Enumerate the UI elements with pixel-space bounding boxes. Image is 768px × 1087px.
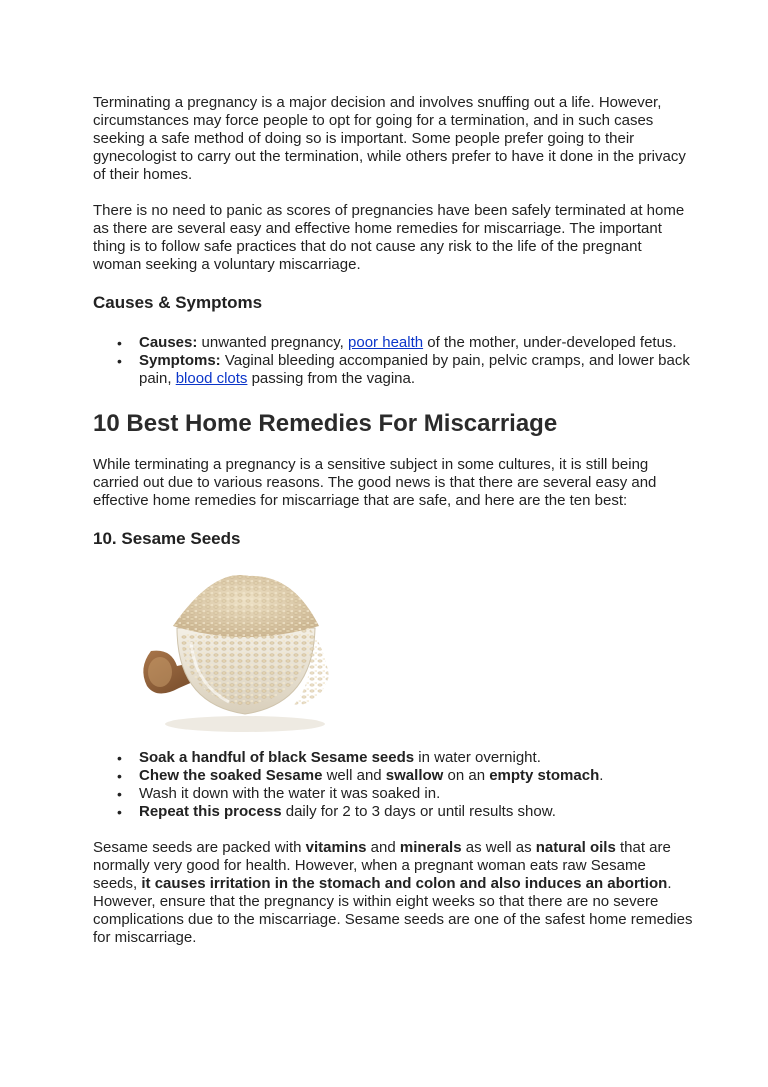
step-bold-text: Repeat this process (139, 803, 282, 820)
list-item (93, 803, 693, 821)
paragraph-bold-text: it causes irritation in the stomach and colon and also induces an abortion (141, 875, 668, 892)
item-text: passing from the vagina. (247, 370, 416, 387)
paragraph-text: as well as (461, 839, 536, 856)
causes-list (93, 334, 693, 388)
step-text: on an (443, 767, 490, 784)
item-text: Vaginal bleeding accompanied by pain, pelvic cramps, and lower back pain, (139, 352, 690, 387)
paragraph-bold-text: vitamins (305, 839, 367, 856)
list-item (93, 785, 693, 803)
item-text: unwanted pregnancy, (197, 334, 349, 351)
step-text: . (599, 767, 604, 784)
paragraph-bold-text: minerals (399, 839, 462, 856)
causes-heading: Causes & Symptoms (93, 293, 263, 312)
step-text: daily for 2 to 3 days or until results show. (281, 803, 556, 820)
sesame-seeds-image (133, 556, 333, 736)
step-text: in water overnight. (414, 749, 541, 766)
paragraph-text: . However, ensure that the pregnancy is within eight weeks so that there are no severe complications due to the miscarriage. Sesame seeds are one of the safest home remedies for miscarriage. (93, 875, 693, 946)
poor-health-link[interactable]: poor health (348, 334, 424, 351)
paragraph-text: Sesame seeds are packed with (93, 839, 306, 856)
step-text: Wash it down with the water it was soaked in. (139, 785, 441, 802)
intro-paragraph-1: Terminating a pregnancy is a major decision and involves snuffing out a life. However, circumstances may force people to opt for going for a termination, and in such cases seeking a safe method of doing so is important. Some people prefer going to their gynecologist to carry out the termination, while others prefer to have it done in the privacy of their homes. (93, 94, 686, 183)
page-title: 10 Best Home Remedies For Miscarriage (93, 410, 558, 437)
blood-clots-link[interactable]: blood clots (175, 370, 248, 387)
paragraph-bold-text: natural oils (535, 839, 616, 856)
list-item (93, 767, 693, 785)
list-item (93, 352, 693, 388)
paragraph-text: that are normally very good for health. However, when a pregnant woman eats raw Sesame seeds, (93, 839, 671, 892)
paragraph-text: and (366, 839, 400, 856)
sesame-heading: 10. Sesame Seeds (93, 529, 241, 548)
symptoms-label: Symptoms: (139, 352, 221, 369)
list-item (93, 749, 693, 767)
step-bold-text: Chew the soaked Sesame (139, 767, 323, 784)
step-bold-text: swallow (385, 767, 444, 784)
main-intro-paragraph: While terminating a pregnancy is a sensitive subject in some cultures, it is still being carried out due to various reasons. The good news is that there are several easy and effective home remedies for miscarriage that are safe, and here are the ten best: (93, 456, 657, 509)
step-bold-text: Soak a handful of black Sesame seeds (139, 749, 415, 766)
causes-label: Causes: (139, 334, 198, 351)
item-text: of the mother, under-developed fetus. (423, 334, 677, 351)
step-bold-text: empty stomach (489, 767, 600, 784)
step-text: well and (322, 767, 386, 784)
intro-paragraph-2: There is no need to panic as scores of pregnancies have been safely terminated at home as there are several easy and effective home remedies for miscarriage. The important thing is to follow safe practices that do not cause any risk to the life of the pregnant woman seeking a voluntary miscarriage. (93, 202, 685, 273)
document-content (93, 94, 693, 947)
list-item (93, 334, 693, 352)
sesame-paragraph (93, 839, 693, 947)
sesame-steps-list (93, 749, 693, 821)
